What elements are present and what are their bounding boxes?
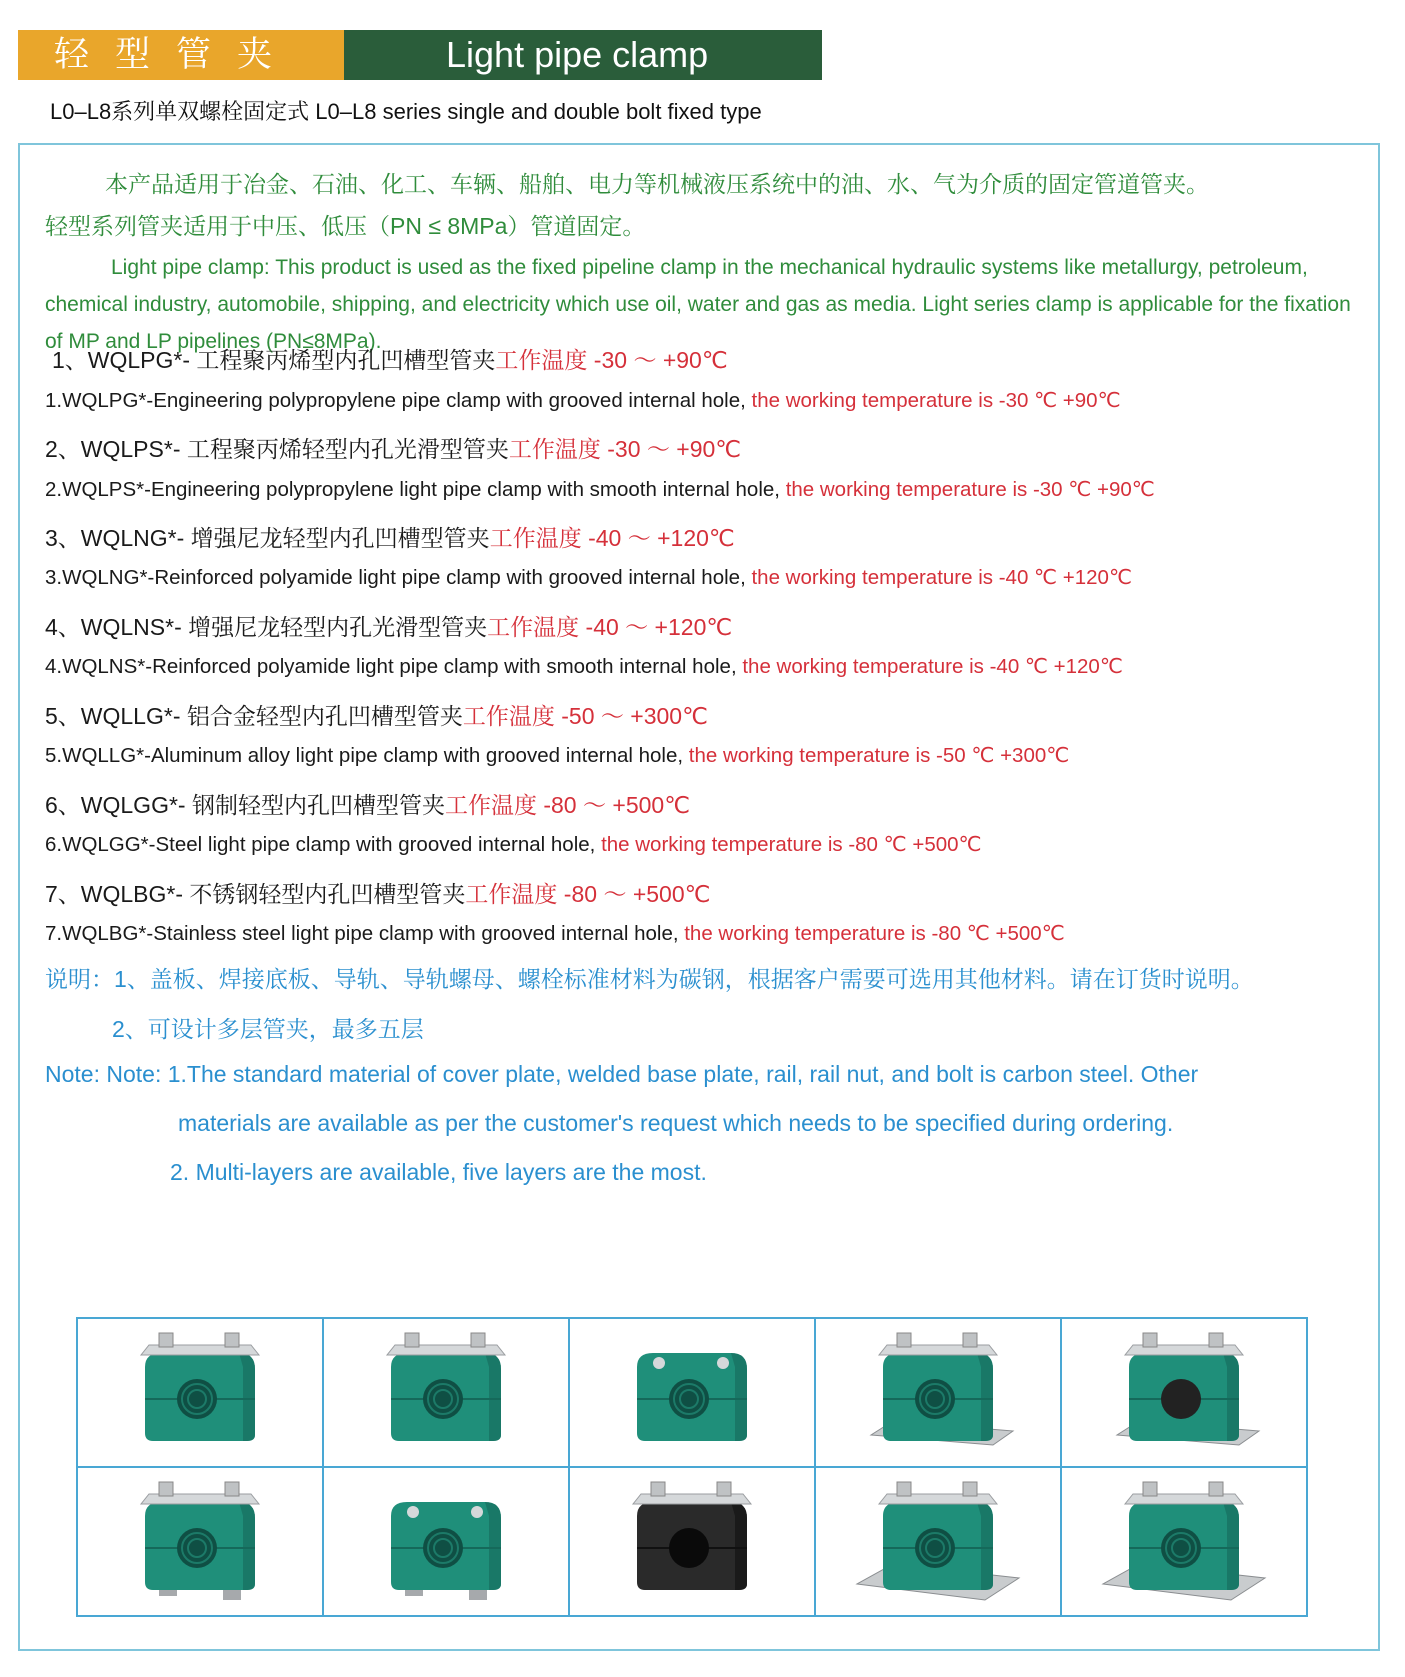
item-cn-temperature: 工作温度 -80 ～ +500℃: [465, 881, 711, 907]
item-en-7: [45, 921, 1065, 946]
item-en-label: 1.WQLPG*-Engineering polypropylene pipe clamp with grooved internal hole,: [45, 389, 752, 412]
intro-en-text: Light pipe clamp: This product is used as the fixed pipeline clamp in the mechanical hydraulic systems like metallurgy, petroleum, chemical industry, automobile, shipping, and electricity which use oil, water and gas as media. Light series clamp is applicable for the fixation of MP and LP pipelines (PN≤8MPa).: [45, 256, 1351, 353]
clamp-double-bolt-icon: [361, 1323, 531, 1463]
intro-cn-line1: 本产品适用于冶金、石油、化工、车辆、船舶、电力等机械液压系统中的油、水、气为介质的固定管道管夹。: [105, 171, 1209, 197]
clamp-rail-plate-icon: [1099, 1472, 1269, 1612]
item-en-3: [45, 565, 1132, 590]
item-en-2: [45, 477, 1155, 502]
intro-cn-line2: 轻型系列管夹适用于中压、低压（PN ≤ 8MPa）管道固定。: [45, 213, 646, 239]
product-image-cell: [323, 1318, 569, 1467]
item-cn-7: [45, 876, 710, 909]
item-cn-1: [52, 342, 728, 375]
title-banner: [18, 30, 822, 80]
series-subtitle: L0–L8系列单双螺栓固定式 L0–L8 series single and double bolt fixed type: [50, 99, 762, 124]
product-image-cell: [77, 1467, 323, 1616]
product-image-cell: [77, 1318, 323, 1467]
item-cn-temperature: 工作温度 -40 ～ +120℃: [489, 525, 735, 551]
clamp-no-cover-icon: [607, 1323, 777, 1463]
product-image-cell: [569, 1318, 815, 1467]
item-cn-temperature: 工作温度 -40 ～ +120℃: [487, 614, 733, 640]
clamp-double-bolt-icon: [115, 1472, 285, 1612]
item-en-label: 4.WQLNS*-Reinforced polyamide light pipe clamp with smooth internal hole,: [45, 655, 743, 678]
clamp-weld-plate-icon: [853, 1323, 1023, 1463]
item-en-6: [45, 832, 982, 857]
clamp-black-icon: [607, 1472, 777, 1612]
product-image-cell: [1061, 1467, 1307, 1616]
item-cn-label: 1、WQLPG*- 工程聚丙烯型内孔凹槽型管夹: [52, 347, 496, 373]
item-en-label: 2.WQLPS*-Engineering polypropylene light pipe clamp with smooth internal hole,: [45, 478, 786, 501]
note-en-line3: 2. Multi-layers are available, five layers are the most.: [170, 1159, 707, 1185]
product-image-cell: [569, 1467, 815, 1616]
item-cn-2: [45, 431, 741, 464]
item-en-1: [45, 388, 1121, 413]
item-cn-temperature: 工作温度 -30 ～ +90℃: [495, 347, 728, 373]
item-cn-label: 4、WQLNS*- 增强尼龙轻型内孔光滑型管夹: [45, 614, 488, 640]
note-en-line2: materials are available as per the customer's request which needs to be specified during ordering.: [178, 1110, 1174, 1136]
content-panel: [18, 143, 1380, 1651]
item-cn-3: [45, 520, 735, 553]
title-cn: 轻型管夹: [18, 30, 344, 80]
item-en-temperature: the working temperature is -40 ℃ +120℃: [751, 566, 1132, 589]
item-cn-label: 6、WQLGG*- 钢制轻型内孔凹槽型管夹: [45, 792, 445, 818]
item-cn-5: [45, 698, 708, 731]
note-cn-line2: 2、可设计多层管夹，最多五层: [112, 1016, 424, 1042]
note-en-line1: Note: Note: 1.The standard material of cover plate, welded base plate, rail, rail nut, and bolt is carbon steel. Other: [45, 1061, 1199, 1087]
item-en-temperature: the working temperature is -80 ℃ +500℃: [601, 833, 982, 856]
item-cn-4: [45, 609, 732, 642]
clamp-smooth-bore-icon: [1099, 1323, 1269, 1463]
item-en-4: [45, 654, 1123, 679]
item-cn-6: [45, 787, 690, 820]
title-en: Light pipe clamp: [344, 30, 822, 80]
clamp-rail-plate-icon: [853, 1472, 1023, 1612]
product-image-grid: [76, 1317, 1308, 1617]
item-cn-label: 2、WQLPS*- 工程聚丙烯轻型内孔光滑型管夹: [45, 436, 509, 462]
product-image-cell: [1061, 1318, 1307, 1467]
product-image-cell: [815, 1318, 1061, 1467]
item-cn-label: 7、WQLBG*- 不锈钢轻型内孔凹槽型管夹: [45, 881, 466, 907]
item-en-temperature: the working temperature is -30 ℃ +90℃: [751, 389, 1121, 412]
item-cn-label: 5、WQLLG*- 铝合金轻型内孔凹槽型管夹: [45, 703, 463, 729]
item-en-label: 7.WQLBG*-Stainless steel light pipe clamp with grooved internal hole,: [45, 922, 685, 945]
clamp-no-cover-icon: [361, 1472, 531, 1612]
item-en-label: 5.WQLLG*-Aluminum alloy light pipe clamp with grooved internal hole,: [45, 744, 689, 767]
clamp-double-bolt-icon: [115, 1323, 285, 1463]
item-cn-temperature: 工作温度 -50 ～ +300℃: [462, 703, 708, 729]
item-en-5: [45, 743, 1069, 768]
item-cn-label: 3、WQLNG*- 增强尼龙轻型内孔凹槽型管夹: [45, 525, 490, 551]
item-en-temperature: the working temperature is -40 ℃ +120℃: [742, 655, 1123, 678]
item-cn-temperature: 工作温度 -30 ～ +90℃: [508, 436, 742, 462]
item-en-label: 6.WQLGG*-Steel light pipe clamp with grooved internal hole,: [45, 833, 602, 856]
item-cn-temperature: 工作温度 -80 ～ +500℃: [444, 792, 691, 818]
item-en-temperature: the working temperature is -50 ℃ +300℃: [688, 744, 1070, 767]
intro-cn: [45, 163, 1358, 247]
item-en-temperature: the working temperature is -30 ℃ +90℃: [785, 478, 1155, 501]
item-en-temperature: the working temperature is -80 ℃ +500℃: [684, 922, 1065, 945]
product-image-cell: [815, 1467, 1061, 1616]
note-cn-line1: 说明：1、盖板、焊接底板、导轨、导轨螺母、螺栓标准材料为碳钢，根据客户需要可选用其他材料。请在订货时说明。: [45, 966, 1254, 992]
product-image-cell: [323, 1467, 569, 1616]
item-en-label: 3.WQLNG*-Reinforced polyamide light pipe clamp with grooved internal hole,: [45, 566, 752, 589]
